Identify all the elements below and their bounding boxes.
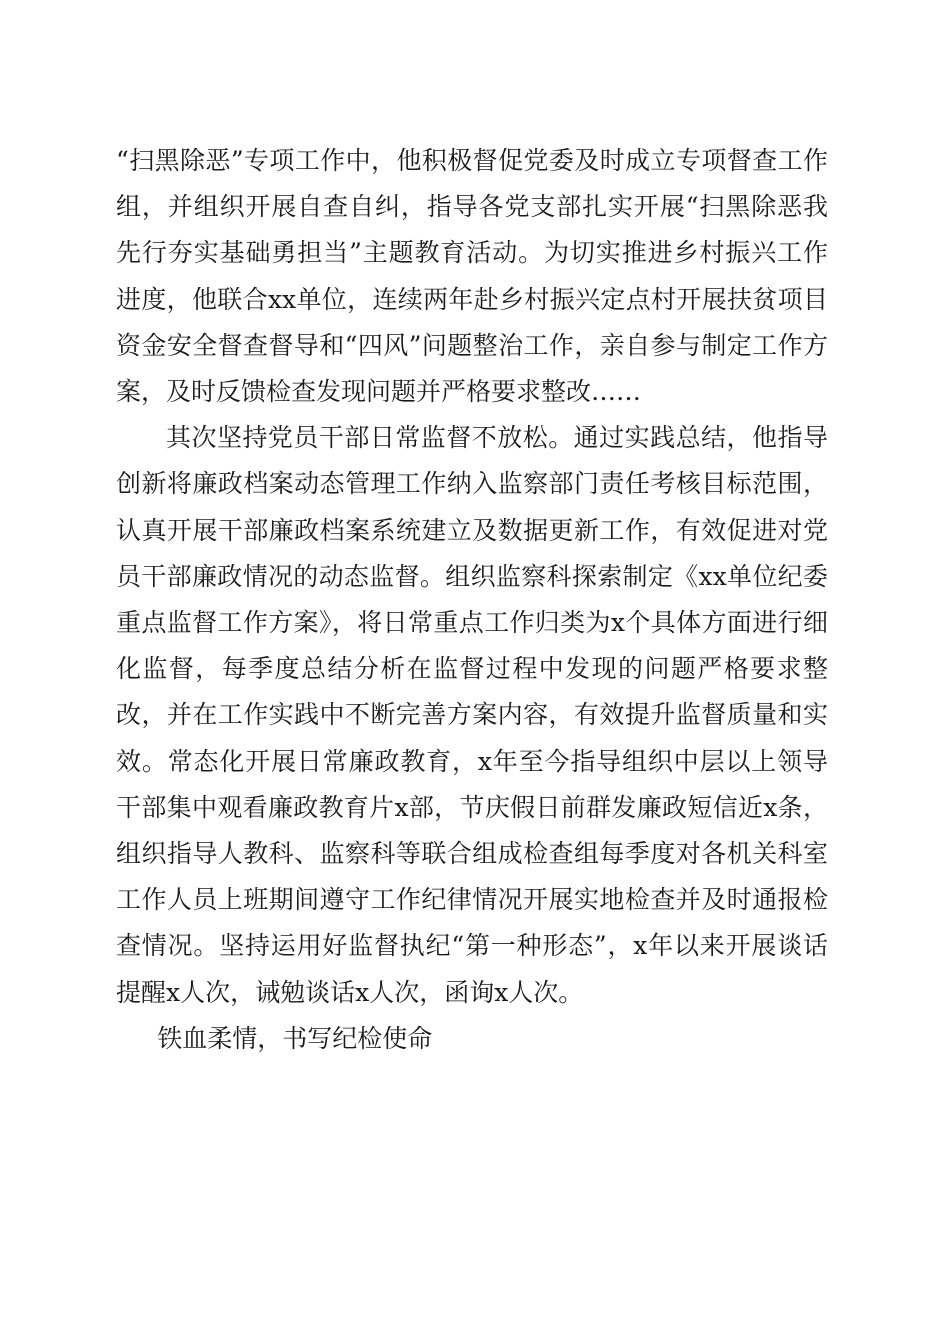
- paragraph-supervision: 其次坚持党员干部日常监督不放松。通过实践总结，他指导创新将廉政档案动态管理工作纳入监察部门责任考核目标范围，认真开展干部廉政档案系统建立及数据更新工作，有效促进对党员干部廉政情况的动态监督。组织监察科探索制定《xx单位纪委重点监督工作方案》，将日常重点工作归类为x个具体方面进行细化监督，每季度总结分析在监督过程中发现的问题严格要求整改，并在工作实践中不断完善方案内容，有效提升监督质量和实效。常态化开展日常廉政教育，x年至今指导组织中层以上领导干部集中观看廉政教育片x部，节庆假日前群发廉政短信近x条，组织指导人教科、监察科等联合组成检查组每季度对各机关科室工作人员上班期间遵守工作纪律情况开展实地检查并及时通报检查情况。坚持运用好监督执纪“第一种形态”，x年以来开展谈话提醒x人次，诫勉谈话x人次，函询x人次。: [116, 423, 828, 1007]
- paragraph-continued: “扫黑除恶”专项工作中，他积极督促党委及时成立专项督查工作组，并组织开展自查自纠，指导各党支部扎实开展“扫黑除恶我先行夯实基础勇担当”主题教育活动。为切实推进乡村振兴工作进度，他联合xx单位，连续两年赴乡村振兴定点村开展扶贫项目资金安全督查督导和“四风”问题整治工作，亲自参与制定工作方案，及时反馈检查发现问题并严格要求整改……: [116, 146, 828, 407]
- document-body: [116, 138, 828, 1062]
- section-heading: 铁血柔情，书写纪检使命: [157, 1023, 433, 1053]
